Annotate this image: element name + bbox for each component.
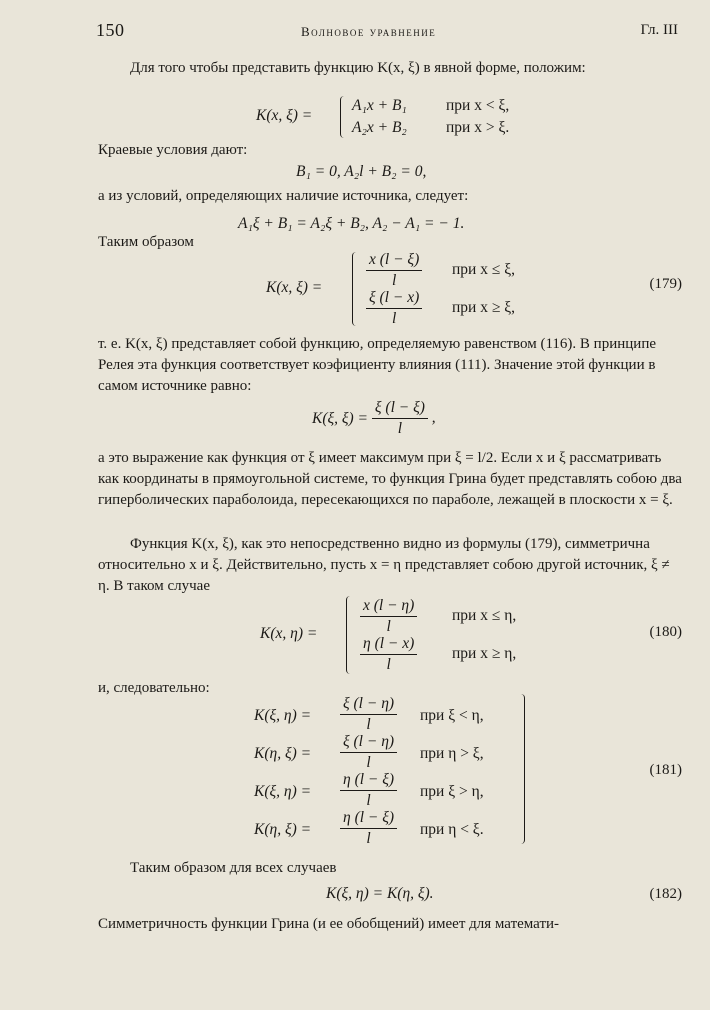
running-header (96, 20, 682, 44)
equation-boundary-values: B₁ = 0, A₂l + B₂ = 0, (296, 163, 427, 180)
paragraph-source-conditions: а из условий, определяющих наличие источника, следует: (98, 188, 469, 204)
page-number: 150 (96, 20, 125, 40)
chapter-label: Гл. III (640, 22, 678, 38)
equation-181: K(ξ, η) = ξ (l − η) l при ξ < η, K(η, ξ) = ξ (l − η) l при η > ξ, K(ξ, η) = η (l − ξ) l при ξ > η, K(η, ξ) = η (l − ξ) l при η < ξ. (254, 694, 554, 846)
paragraph-thus: Таким образом (98, 234, 194, 250)
paragraph-boundary-conditions: Краевые условия дают: (98, 142, 248, 158)
equation-number-180: (180) (649, 624, 682, 640)
running-title: Волновое уравнение (301, 24, 437, 39)
equation-number-182: (182) (649, 886, 682, 902)
equation-182: K(ξ, η) = K(η, ξ). (326, 885, 434, 902)
equation-180: K(x, η) = x (l − η) l при x ≤ η, η (l − x) l при x ≥ η, (260, 597, 517, 673)
book-page: 150 Волновое уравнение Гл. III Для того чтобы представить функцию K(x, ξ) в явной форме, положим: K(x, ξ) = A₁x + B₁ при x < ξ, A₂x + B₂ при x > ξ. Краевые условия дают: B₁ = 0, A₂l + B₂ = 0, а из условий, определяющих наличие источника, следует: A₁ξ + B₁ = A₂ξ + B₂, A₂ − A₁ = − 1. Таким образом K(x, ξ) = x (l − ξ) l при x ≤ ξ, ξ (l − x) l при x ≥ ξ, (179) т. е. K(x, ξ) представляет собой функцию, определяемую равенством (116). В принципе Релея эта функция соответствует коэфициенту влияния (111). Значение этой функции в самом источнике равно: K(ξ, ξ) = $\frac{\xi (l - \xi)}{l}$ , а это выражение как функция от ξ имеет максимум при ξ = l/2. Если x и ξ рассматривать как координаты в прямоугольной системе, то функция Грина будет представлять собою два гиперболических параболоида, пересекающихся по параболе, лежащей в плоскости x = ξ. Функция K(x, ξ), как это непосредственно видно из формулы (179), симметрична относительно x и ξ. Действительно, пусть x = η представляет собою другой источник, ξ ≠ η. В таком случае K(x, η) = x (l − η) l при x ≤ η, η (l − x) l при x ≥ η, (180) и, следовательно: K(ξ, η) = ξ (l − η) l при ξ < η, K(η, ξ) = ξ (l − η) l при η > ξ, K(ξ, η) = η (l − ξ) l при ξ > η, K(η, ξ) = η (l − ξ) l при η < ξ. (181) Таким образом для всех случаев K(ξ, η) = K(η, ξ). (182) Симметричность функции Грина (и ее обобщений) имеет для математи- (0, 0, 710, 1010)
equation-179: K(x, ξ) = x (l − ξ) l при x ≤ ξ, ξ (l − x) l при x ≥ ξ, (266, 251, 516, 327)
paragraph-last-line: Симметричность функции Грина (и ее обобщений) имеет для математи- (98, 916, 560, 932)
paragraph-maximum: а это выражение как функция от ξ имеет максимум при ξ = l/2. Если x и ξ рассматривать как координаты в прямоугольной системе, то функция Грина будет представлять собою два гиперболических параболоида, пересекающихся по параболе, лежащей в плоскости x = ξ. (98, 450, 682, 508)
paragraph-consequently: и, следовательно: (98, 680, 210, 696)
equation-source-jump: A₁ξ + B₁ = A₂ξ + B₂, A₂ − A₁ = − 1. (238, 215, 465, 232)
equation-number-181: (181) (649, 762, 682, 778)
equation-number-179: (179) (649, 276, 682, 292)
paragraph-intro: Для того чтобы представить функцию K(x, ξ) в явной форме, положим: (130, 60, 586, 76)
paragraph-symmetry: Функция K(x, ξ), как это непосредственно видно из формулы (179), симметрична относительно x и ξ. Действительно, пусть x = η представляет собою другой источник, ξ ≠ η. В таком случае (98, 536, 670, 594)
paragraph-green-function: т. е. K(x, ξ) представляет собой функцию, определяемую равенством (116). В принципе Релея эта функция соответствует коэфициенту влияния (111). Значение этой функции в самом источнике равно: (98, 336, 657, 394)
equation-source-value: K(ξ, ξ) = $\frac{\xi (l - \xi)}{l}$ , (312, 399, 436, 437)
paragraph-all-cases: Таким образом для всех случаев (130, 860, 337, 876)
